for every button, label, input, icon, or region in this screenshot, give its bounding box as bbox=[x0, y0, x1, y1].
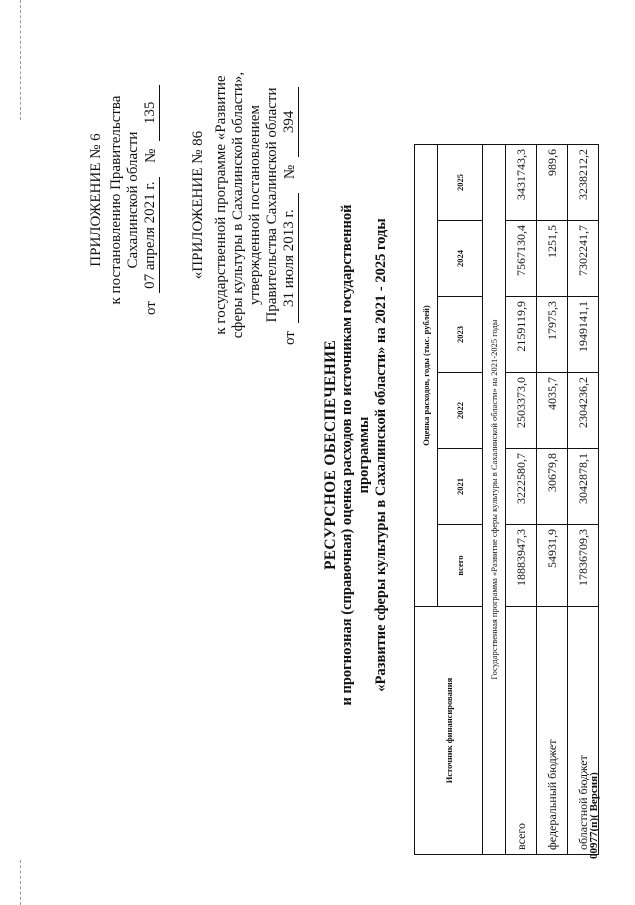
appendix-86-line4: Правительства Сахалинской области bbox=[264, 87, 280, 323]
cell-value: 989,6 bbox=[537, 145, 568, 221]
appendix-86-from-label: от bbox=[282, 331, 298, 345]
row-label: всего bbox=[506, 607, 537, 855]
program-row-label: Государственная программа «Развитие сферы культуры в Сахалинской области» на 2021-2025 годы bbox=[483, 145, 506, 855]
row-label: федеральный бюджет bbox=[537, 607, 568, 855]
appendix-86-date-line bbox=[281, 65, 299, 345]
cell-value: 18883947,3 bbox=[506, 525, 537, 607]
table-row bbox=[568, 145, 599, 855]
appendix-86-title: «ПРИЛОЖЕНИЕ № 86 bbox=[190, 130, 206, 280]
cell-value: 17836709,3 bbox=[568, 525, 599, 607]
footer-code: 00977(п)( Версия) bbox=[588, 772, 600, 859]
document-title-line1: РЕСУРСНОЕ ОБЕСПЕЧЕНИЕ bbox=[322, 339, 339, 571]
document-title-line2: и прогнозная (справочная) оценка расходов по источникам государственной программы bbox=[339, 204, 372, 706]
appendix-6-title: ПРИЛОЖЕНИЕ № 6 bbox=[88, 133, 104, 267]
appendix-86-line1: к государственной программе «Развитие bbox=[213, 75, 229, 335]
appendix-6-number-label: № bbox=[143, 148, 159, 164]
header-year-2022: 2022 bbox=[438, 373, 483, 449]
appendix-86-line3: утвержденной постановлением bbox=[247, 105, 263, 305]
program-row bbox=[483, 145, 506, 855]
document-title-line3: «Развитие сферы культуры в Сахалинской области» на 2021 - 2025 годы bbox=[373, 218, 389, 692]
appendix-86-number-label: № bbox=[282, 164, 298, 180]
cell-value: 7302241,7 bbox=[568, 221, 599, 297]
header-year-2021: 2021 bbox=[438, 449, 483, 525]
cell-value: 4035,7 bbox=[537, 373, 568, 449]
cell-value: 3431743,3 bbox=[506, 145, 537, 221]
appendix-86-line2: сферы культуры в Сахалинской области», bbox=[230, 71, 246, 339]
appendix-6-line2: Сахалинской области bbox=[125, 131, 141, 269]
cell-value: 54931,9 bbox=[537, 525, 568, 607]
appendix-86-number: 394 bbox=[281, 87, 299, 157]
cell-value: 1949141,1 bbox=[568, 297, 599, 373]
header-year-2023: 2023 bbox=[438, 297, 483, 373]
appendix-86-date: 31 июля 2013 г. bbox=[281, 193, 299, 323]
appendix-86-header bbox=[190, 65, 299, 345]
resource-table bbox=[414, 144, 599, 855]
appendix-6-number: 135 bbox=[142, 85, 160, 141]
cell-value: 2304236,2 bbox=[568, 373, 599, 449]
header-source: Источник финансирования bbox=[415, 607, 483, 855]
appendix-6-date-line bbox=[142, 85, 160, 315]
row-label: областной бюджет bbox=[568, 607, 599, 855]
header-year-2024: 2024 bbox=[438, 221, 483, 297]
document-title bbox=[322, 175, 390, 735]
cell-value: 17975,3 bbox=[537, 297, 568, 373]
header-estimate: Оценка расходов, годы (тыс. рублей) bbox=[415, 145, 438, 607]
header-year-total: всего bbox=[438, 525, 483, 607]
table-row bbox=[537, 145, 568, 855]
cell-value: 3222580,7 bbox=[506, 449, 537, 525]
header-year-2025: 2025 bbox=[438, 145, 483, 221]
cell-value: 30679,8 bbox=[537, 449, 568, 525]
cell-value: 2159119,9 bbox=[506, 297, 537, 373]
cell-value: 3238212,2 bbox=[568, 145, 599, 221]
cell-value: 3042878,1 bbox=[568, 449, 599, 525]
cell-value: 1251,5 bbox=[537, 221, 568, 297]
appendix-6-line1: к постановлению Правительства bbox=[108, 95, 124, 305]
table-row bbox=[506, 145, 537, 855]
appendix-6-from-label: от bbox=[143, 301, 159, 315]
cell-value: 2503373,0 bbox=[506, 373, 537, 449]
table-header-row-1 bbox=[415, 145, 438, 855]
appendix-6-date: 07 апреля 2021 г. bbox=[142, 177, 160, 293]
cell-value: 7567130,4 bbox=[506, 221, 537, 297]
appendix-6-header bbox=[88, 85, 160, 315]
